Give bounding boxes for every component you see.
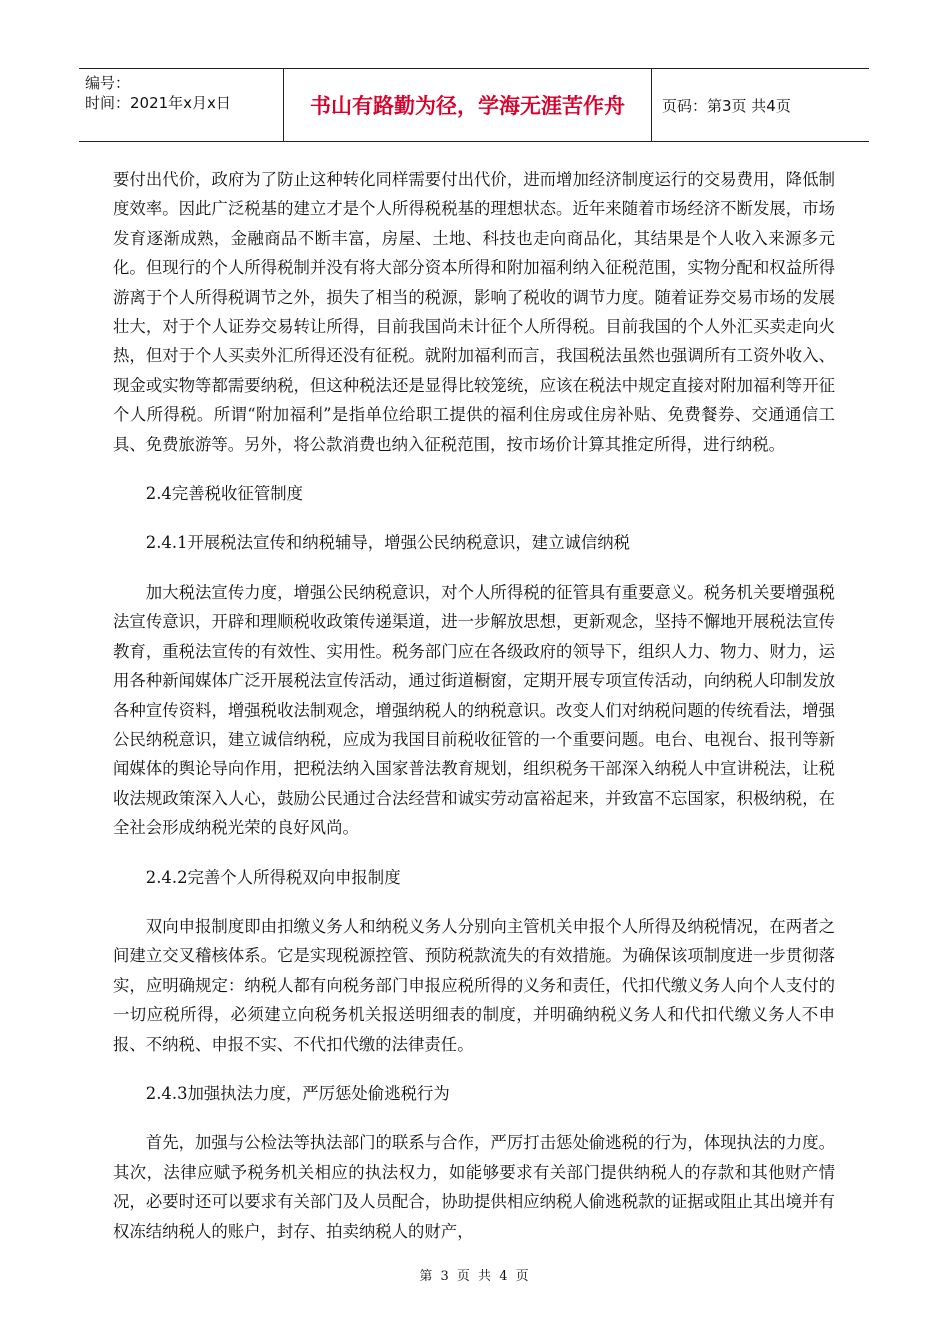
body-paragraph: 要付出代价，政府为了防止这种转化同样需要付出代价，进而增加经济制度运行的交易费用，降低制度效率。因此广泛税基的建立才是个人所得税税基的理想状态。近年来随着市场经济不断发展，市场发育逐渐成熟，金融商品不断丰富，房屋、土地、科技也走向商品化，其结果是个人收入来源多元化。但现行的个人所得税制并没有将大部分资本所得和附加福利纳入征税范围，实物分配和权益所得游离于个人所得税调节之外，损失了相当的税源，影响了税收的调节力度。随着证券交易市场的发展壮大，对于个人证券交易转让所得，目前我国尚未计征个人所得税。目前我国的个人外汇买卖走向火热，但对于个人买卖外汇所得还没有征税。就附加福利而言，我国税法虽然也强调所有工资外收入、现金或实物等都需要纳税，但这种税法还是显得比较笼统，应该在税法中规定直接对附加福利等开征个人所得税。所谓“附加福利”是指单位给职工提供的福利住房或住房补贴、免费餐券、交通通信工具、免费旅游等。另外，将公款消费也纳入征税范围，按市场价计算其推定所得，进行纳税。 (113, 170, 835, 454)
header-motto: 书山有路勤为径，学海无涯苦作舟 (284, 69, 652, 141)
subsection-heading: 2.4.3加强执法力度，严厉惩处偷逃税行为 (145, 1083, 450, 1103)
document-body (113, 165, 835, 1246)
body-paragraph: 双向申报制度即由扣缴义务人和纳税义务人分别向主管机关申报个人所得及纳税情况，在两者之间建立交叉稽核体系。它是实现税源控管、预防税款流失的有效措施。为确保该项制度进一步贯彻落实，应明确规定：纳税人都有向税务部门申报应税所得的义务和责任，代扣代缴义务人向个人支付的一切应税所得，必须建立向税务机关报送明细表的制度，并明确纳税义务人和代扣代缴义务人不申报、不纳税、申报不实、不代扣代缴的法律责任。 (113, 916, 835, 1054)
page-footer: 第 3 页 共 4 页 (419, 1269, 531, 1284)
header-page-info: 页码：第3页 共4页 (662, 96, 791, 115)
body-paragraph: 加大税法宣传力度，增强公民纳税意识，对个人所得税的征管具有重要意义。税务机关要增强税法宣传意识，开辟和理顺税收政策传递渠道，进一步解放思想，更新观念，坚持不懈地开展税法宣传教育，重税法宣传的有效性、实用性。税务部门应在各级政府的领导下，组织人力、物力、财力，运用各种新闻媒体广泛开展税法宣传活动，通过街道橱窗，定期开展专项宣传活动，向纳税人印制发放各种宣传资料，增强税收法制观念，增强纳税人的纳税意识。改变人们对纳税问题的传统看法，增强公民纳税意识，建立诚信纳税，应成为我国目前税收征管的一个重要问题。电台、电视台、报刊等新闻媒体的舆论导向作用，把税法纳入国家普法教育规划，组织税务干部深入纳税人中宣讲税法，让税收法规政策深入人心，鼓励公民通过合法经营和诚实劳动富裕起来，并致富不忘国家，积极纳税，在全社会形成纳税光荣的良好风尚。 (113, 582, 835, 838)
subsection-heading: 2.4.2完善个人所得税双向申报制度 (145, 867, 401, 887)
section-heading: 2.4完善税收征管制度 (145, 484, 303, 504)
subsection-heading: 2.4.1开展税法宣传和纳税辅导，增强公民纳税意识，建立诚信纳税 (145, 533, 631, 553)
document-time-label: 时间：2021年x月x日 (85, 94, 231, 112)
page-header (79, 68, 869, 142)
header-meta (79, 69, 284, 141)
body-paragraph: 首先，加强与公检法等执法部门的联系与合作，严厉打击惩处偷逃税的行为，体现执法的力度。其次，法律应赋予税务机关相应的执法权力，如能够要求有关部门提供纳税人的存款和其他财产情况，必要时还可以要求有关部门及人员配合，协助提供相应纳税人偷逃税款的证据或阻止其出境并有权冻结纳税人的账户，封存、拍卖纳税人的财产， (113, 1133, 835, 1241)
document-number-label: 编号： (85, 74, 131, 92)
